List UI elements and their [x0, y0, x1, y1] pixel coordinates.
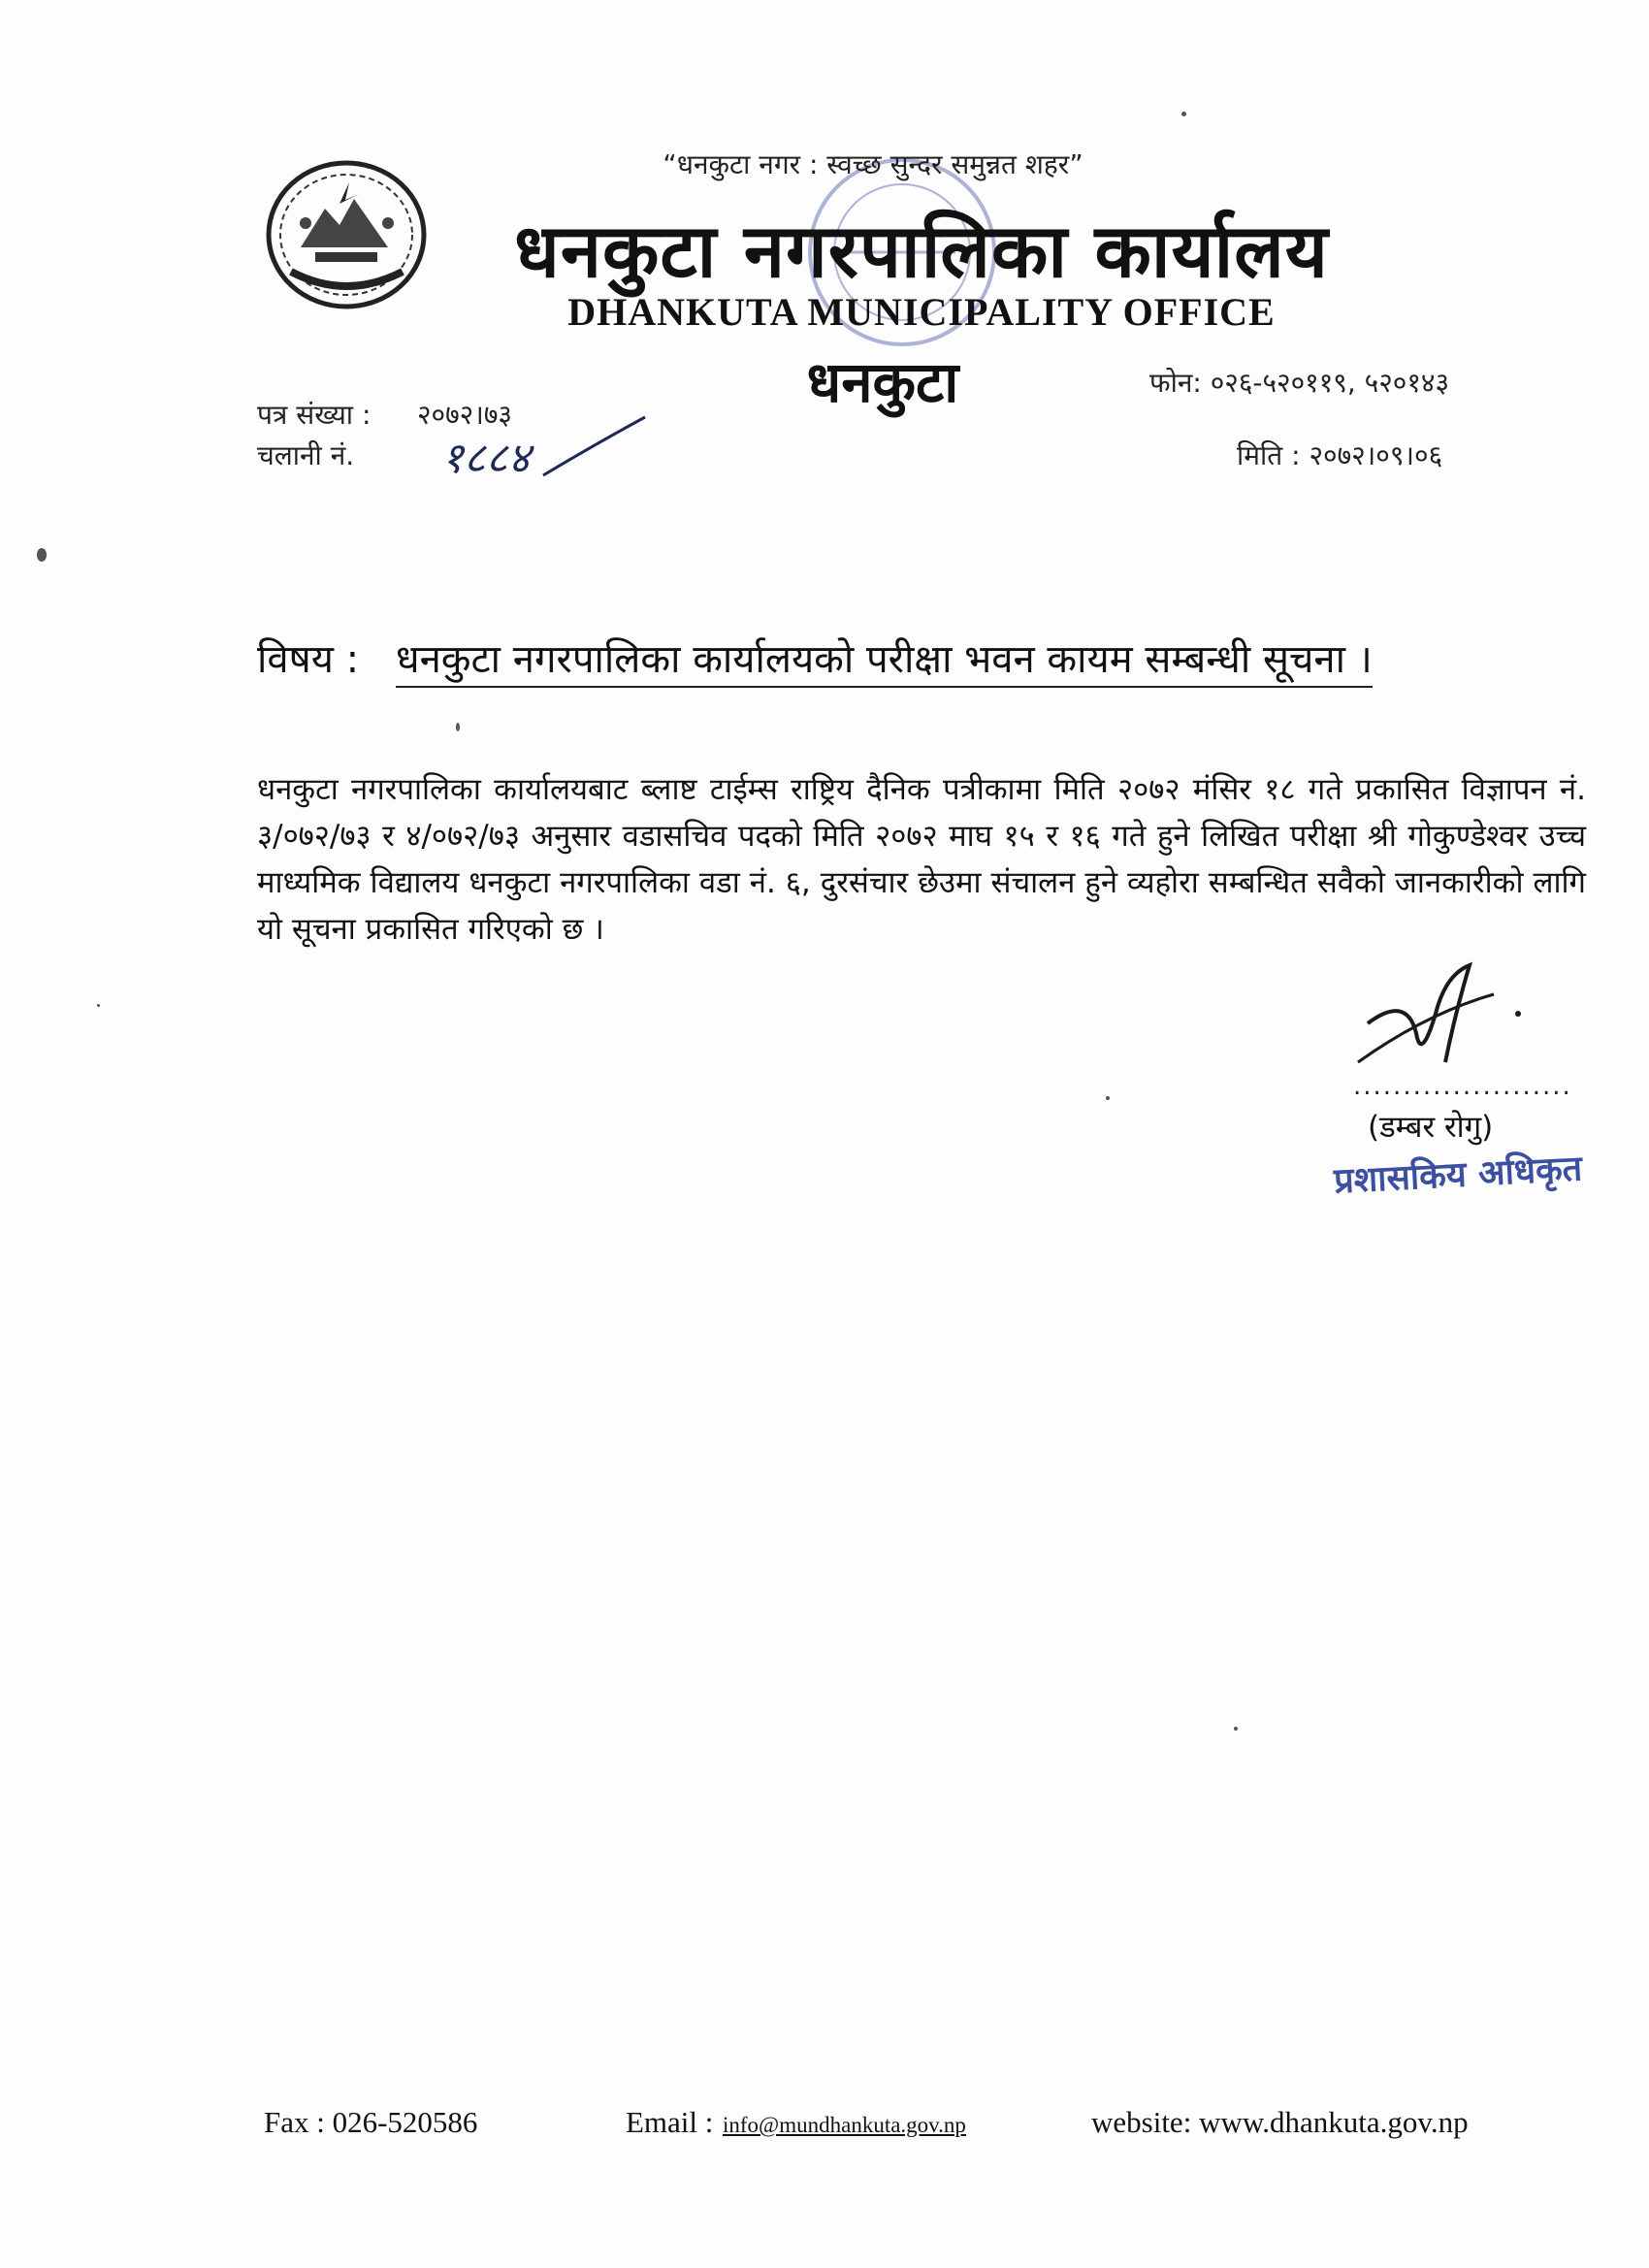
- phone-number: फोन: ०२६-५२०११९, ५२०१४३: [1149, 367, 1450, 399]
- pen-stroke-icon: [427, 407, 650, 485]
- subject-text: धनकुटा नगरपालिका कार्यालयको परीक्षा भवन कायम सम्बन्धी सूचना ।: [396, 631, 1373, 688]
- subject-label: विषय :: [257, 637, 360, 682]
- ref-number-value: २०७२।७३: [417, 399, 512, 431]
- scan-speck: [1181, 112, 1186, 116]
- scan-speck: [456, 723, 460, 731]
- scan-speck: [1106, 1096, 1110, 1100]
- email-link[interactable]: info@mundhankuta.gov.np: [723, 2113, 966, 2137]
- ref-number-label: पत्र संख्या :: [257, 399, 372, 431]
- government-emblem-icon: [262, 155, 432, 310]
- email-label: Email :: [626, 2105, 714, 2139]
- scan-speck: [37, 548, 47, 562]
- scan-speck: [1234, 1727, 1238, 1731]
- signature-line: ......................: [1353, 1072, 1572, 1101]
- dispatch-number-value: १८८४: [441, 434, 531, 483]
- scan-speck: [97, 1004, 100, 1007]
- dispatch-number-label: चलानी नं.: [257, 439, 355, 471]
- letter-date: मिति : २०७२।०९।०६: [1237, 439, 1443, 471]
- signatory-name: (डम्बर रोगु): [1368, 1110, 1494, 1145]
- office-title-nepali: धनकुटा नगरपालिका कार्यालय: [514, 208, 1329, 294]
- signatory-title-stamp: प्रशासकिय अधिकृत: [1333, 1149, 1584, 1202]
- signature-icon: [1348, 956, 1552, 1082]
- website-text: website: www.dhankuta.gov.np: [1091, 2105, 1469, 2139]
- office-city: धनकुटा: [806, 349, 959, 415]
- office-title-english: DHANKUTA MUNICIPALITY OFFICE: [567, 290, 1276, 334]
- fax-number: Fax : 026-520586: [264, 2105, 478, 2139]
- notice-body: धनकुटा नगरपालिका कार्यालयबाट ब्लाष्ट टाईम्स राष्ट्रिय दैनिक पत्रीकामा मिति २०७२ मंसिर १८ गते प्रकासित विज्ञापन नं. ३/०७२/७३ र ४/०७२/७३ अनुसार वडासचिव पदको मिति २०७२ माघ १५ र १६ गते हुने लिखित परीक्षा श्री गोकुण्डेश्वर उच्च माध्यमिक विद्यालय धनकुटा नगरपालिका वडा नं. ६, दुरसंचार छेउमा संचालन हुने व्यहोरा सम्बन्धित सवैको जानकारीको लागि यो सूचना प्रकासित गरिएको छ ।: [257, 772, 1586, 947]
- slogan: “धनकुटा नगर : स्वच्छ सुन्दर समुन्नत शहर”: [663, 148, 1083, 180]
